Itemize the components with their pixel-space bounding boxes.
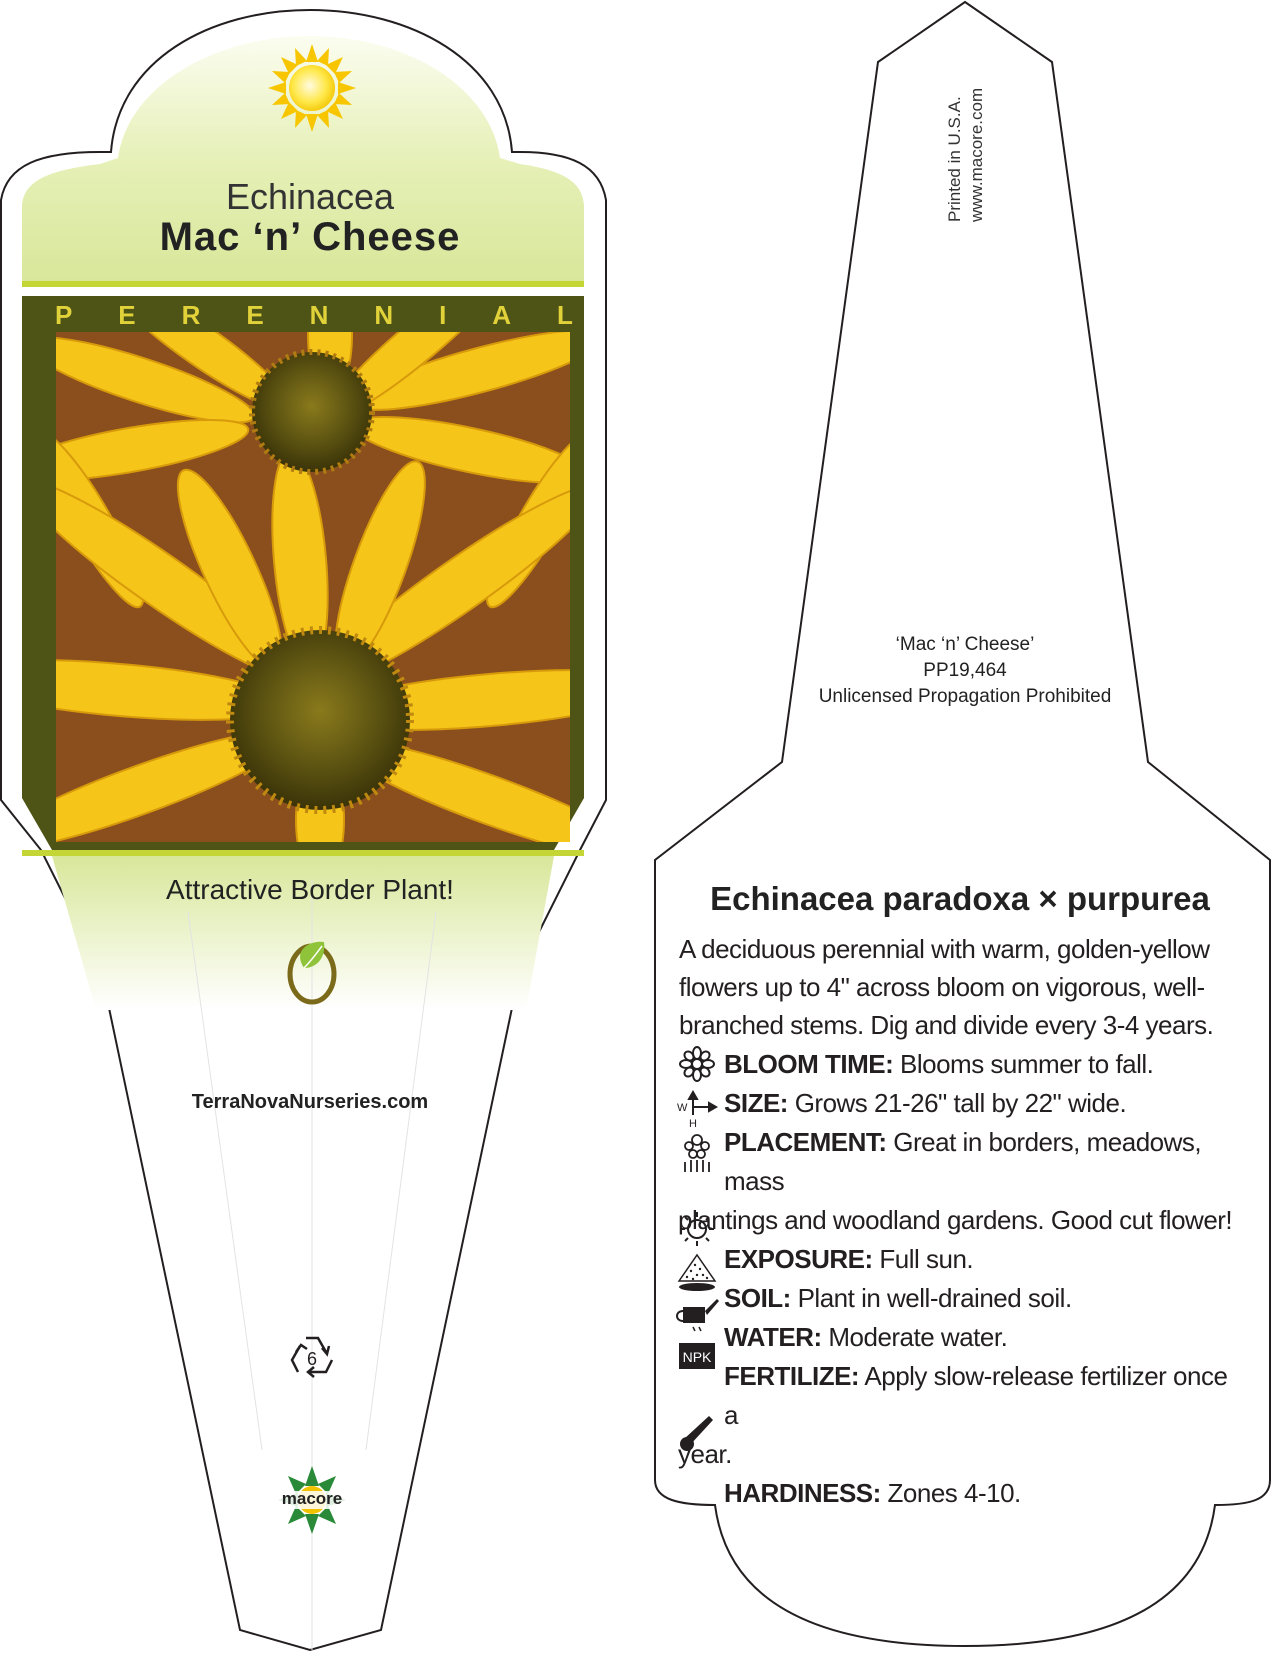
attr-label: BLOOM TIME: — [724, 1049, 894, 1079]
printed-info — [944, 52, 984, 222]
category-letter: I — [439, 300, 447, 330]
attr-text-cont: plantings and woodland gardens. Good cut flower! — [678, 1205, 1233, 1235]
attr-text: Grows 21-26" tall by 22" wide. — [794, 1088, 1127, 1118]
patent-name: ‘Mac ‘n’ Cheese’ — [895, 634, 1035, 655]
printed-url: www.macore.com — [967, 87, 986, 222]
category-letter: A — [492, 300, 512, 330]
attr-text-cont: year. — [678, 1439, 732, 1469]
attr-soil — [678, 1279, 1248, 1318]
category-letter: N — [309, 300, 329, 330]
attr-bloom-time — [678, 1045, 1248, 1084]
attr-water — [678, 1318, 1248, 1357]
category-letter: N — [374, 300, 394, 330]
attr-text: Apply slow-release fertilizer once a — [724, 1361, 1228, 1430]
attribute-list — [678, 1045, 1248, 1513]
patent-note: Unlicensed Propagation Prohibited — [818, 686, 1112, 707]
category-letter: E — [246, 300, 264, 330]
category-letter: P — [55, 300, 73, 330]
attr-exposure — [678, 1240, 1248, 1279]
brand-name: macore — [281, 1489, 343, 1508]
category-letter: L — [557, 300, 573, 330]
recycle-code: 6 — [306, 1349, 317, 1369]
category-letter: E — [118, 300, 136, 330]
attr-text: Zones 4-10. — [887, 1478, 1021, 1508]
lower-stripe — [22, 850, 584, 856]
attr-text: Full sun. — [879, 1244, 974, 1274]
description: A deciduous perennial with warm, golden-yellow flowers up to 4" across bloom on vigorous, well-branched stems. Dig and divide every 3-4 years. — [679, 934, 1214, 1040]
svg-text:W: W — [677, 1102, 688, 1114]
attr-text: Plant in well-drained soil. — [797, 1283, 1072, 1313]
sun-icon — [268, 44, 356, 132]
tagline: Attractive Border Plant! — [166, 874, 454, 905]
attr-label: HARDINESS: — [724, 1478, 881, 1508]
attr-label: WATER: — [724, 1322, 822, 1352]
attr-fertilize — [678, 1357, 1248, 1474]
patent-block — [770, 632, 1160, 710]
plant-cultivar: Mac ‘n’ Cheese — [159, 215, 461, 259]
attr-label: EXPOSURE: — [724, 1244, 873, 1274]
attr-size — [678, 1084, 1248, 1123]
svg-text:NPK: NPK — [682, 1349, 712, 1365]
category-label — [55, 300, 573, 331]
attr-label: FERTILIZE: — [724, 1361, 860, 1391]
attr-label: PLACEMENT: — [724, 1127, 887, 1157]
patent-number: PP19,464 — [923, 660, 1007, 681]
category-letter: R — [181, 300, 201, 330]
scientific-name: Echinacea paradoxa × purpurea — [710, 880, 1210, 917]
attr-hardiness — [678, 1474, 1248, 1513]
attr-placement — [678, 1123, 1248, 1240]
printed-line: Printed in U.S.A. — [945, 96, 964, 222]
attr-label: SIZE: — [724, 1088, 788, 1118]
plant-genus: Echinacea — [225, 176, 395, 217]
website-link: TerraNovaNurseries.com — [191, 1091, 429, 1113]
attr-text: Great in borders, meadows, mass — [724, 1127, 1202, 1196]
flower-photo — [0, 248, 662, 880]
attr-label: SOIL: — [724, 1283, 791, 1313]
attr-text: Blooms summer to fall. — [900, 1049, 1154, 1079]
svg-text:H: H — [689, 1118, 697, 1130]
attr-text: Moderate water. — [828, 1322, 1008, 1352]
